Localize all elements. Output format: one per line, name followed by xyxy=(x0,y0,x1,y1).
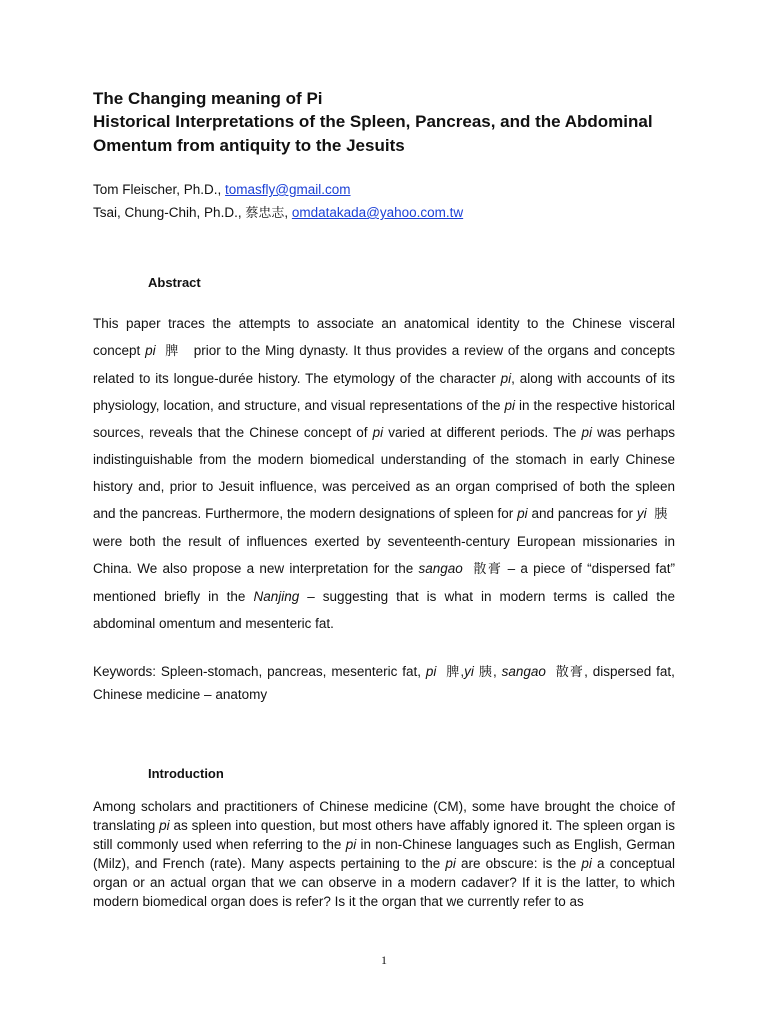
abstract-heading: Abstract xyxy=(148,275,201,290)
author-chinese-name: 蔡忠志 xyxy=(245,206,285,221)
introduction-heading: Introduction xyxy=(148,766,224,781)
author-list xyxy=(93,178,675,225)
keywords: Keywords: Spleen-stomach, pancreas, mesenteric fat, pi 脾,yi 胰, sangao 散膏, dispersed fat, Chinese medicine – anatomy xyxy=(93,664,675,702)
paper-page xyxy=(93,88,675,911)
author-name: Tom Fleischer, Ph.D., xyxy=(93,182,226,197)
abstract-body: This paper traces the attempts to associate an anatomical identity to the Chinese visceral concept pi 脾 prior to the Ming dynasty. It thus provides a review of the organs and concepts related to its longue-durée history. The etymology of the character pi, along with accounts of its physiology, location, and structure, and visual representations of the pi in the respective historical sources, reveals that the Chinese concept of pi varied at different periods. The pi was perhaps indistinguishable from the modern biomedical understanding of the stomach in early Chinese history and, prior to Jesuit influence, was perceived as an organ comprised of both the spleen and the pancreas. Furthermore, the modern designations of spleen for pi and pancreas for yi 胰 were both the result of influences exerted by seventeenth-century European missionaries in China. We also propose a new interpretation for the sangao 散膏 – a piece of “dispersed fat” mentioned briefly in the Nanjing – suggesting that is what in modern terms is called the abdominal omentum and mesenteric fat. xyxy=(93,316,675,631)
introduction-body: Among scholars and practitioners of Chinese medicine (CM), some have brought the choice of translating pi as spleen into question, but most others have affably ignored it. The spleen organ is still commonly used when referring to the pi in non-Chinese languages such as English, German (Milz), and French (rate). Many aspects pertaining to the pi are obscure: is the pi a conceptual organ or an actual organ that we can observe in a modern cadaver? If it is the latter, to which modern biomedical organ does is refer? Is it the organ that we currently refer to as xyxy=(93,799,675,909)
author-email-link[interactable]: omdatakada@yahoo.com.tw xyxy=(291,205,464,220)
author-name: Tsai, Chung-Chih, Ph.D., xyxy=(93,205,246,220)
author-email-link[interactable]: tomasfly@gmail.com xyxy=(225,182,351,197)
page-number: 1 xyxy=(381,953,387,967)
author-line xyxy=(93,178,675,201)
paper-subtitle: Historical Interpretations of the Spleen, Pancreas, and the Abdominal Omentum from antiquity to the Jesuits xyxy=(93,112,653,155)
paper-title: The Changing meaning of Pi xyxy=(93,89,323,108)
author-line: Tsai, Chung-Chih, Ph.D., 蔡忠志, omdatakada@yahoo.com.tw xyxy=(93,205,464,221)
